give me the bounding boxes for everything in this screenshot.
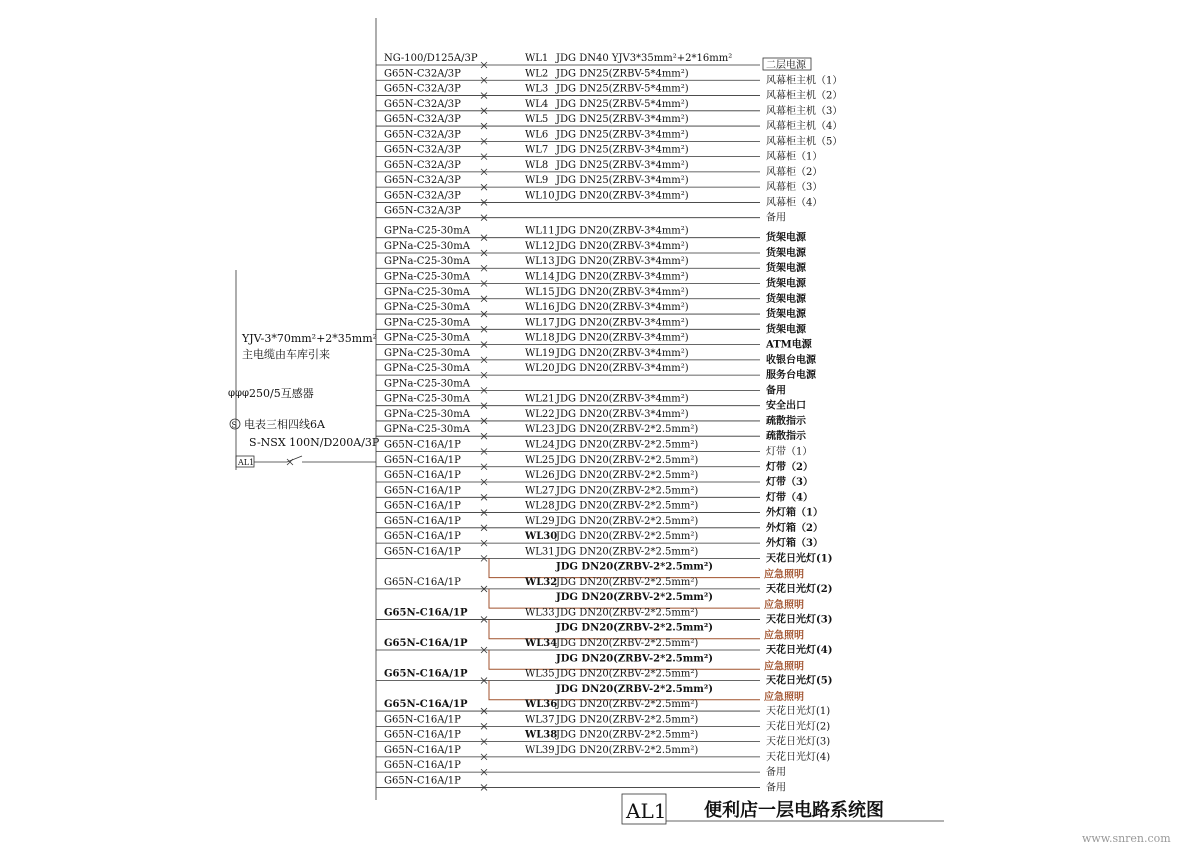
- transformer-label: 250/5互感器: [249, 387, 314, 400]
- breaker-label: GPNa-C25-30mA: [384, 347, 470, 359]
- breaker-label: GPNa-C25-30mA: [384, 256, 470, 268]
- breaker-label: G65N-C32A/3P: [384, 83, 461, 95]
- conduit-label: JDG DN20(ZRBV-3*4mm²): [556, 302, 689, 314]
- conduit-label: JDG DN20(ZRBV-2*2.5mm²): [556, 668, 699, 680]
- emergency-load-label: 应急照明: [764, 600, 804, 612]
- load-label: 安全出口: [766, 400, 806, 412]
- conduit-label: JDG DN20(ZRBV-2*2.5mm²): [556, 699, 699, 711]
- conduit-label: JDG DN20(ZRBV-2*2.5mm²): [556, 485, 699, 497]
- wl-label: WL1: [525, 53, 549, 64]
- load-label: 风幕柜（4）: [766, 197, 823, 209]
- breaker-label: G65N-C16A/1P: [384, 546, 461, 558]
- load-label: 二层电源: [766, 60, 806, 71]
- breaker-label: G65N-C16A/1P: [384, 454, 461, 466]
- load-label: 灯带（2）: [766, 461, 813, 473]
- load-label: 风幕柜主机（4）: [766, 121, 843, 133]
- load-label: 货架电源: [766, 324, 806, 336]
- emergency-load-label: 应急照明: [764, 661, 804, 673]
- emergency-load-label: 应急照明: [764, 630, 804, 642]
- conduit-label: JDG DN20(ZRBV-2*2.5mm²): [556, 439, 699, 451]
- conduit-label: JDG DN20(ZRBV-2*2.5mm²): [556, 683, 713, 695]
- conduit-label: JDG DN20(ZRBV-2*2.5mm²): [556, 561, 713, 573]
- conduit-label: JDG DN20(ZRBV-3*4mm²): [556, 332, 689, 344]
- breaker-label: GPNa-C25-30mA: [384, 424, 470, 436]
- load-label: 收银台电源: [766, 354, 816, 366]
- breaker-label: GPNa-C25-30mA: [384, 271, 470, 283]
- conduit-label: JDG DN20(ZRBV-3*4mm²): [556, 393, 689, 405]
- breaker-label: G65N-C32A/3P: [384, 114, 461, 126]
- breaker-label: NG-100/D125A/3P: [384, 53, 478, 64]
- load-label: 风幕柜主机（2）: [766, 90, 843, 102]
- wl-label: WL35: [525, 668, 555, 680]
- breaker-label: G65N-C32A/3P: [384, 190, 461, 202]
- load-label: 天花日光灯(1): [766, 706, 831, 718]
- conduit-label: JDG DN20(ZRBV-2*2.5mm²): [556, 653, 713, 665]
- conduit-label: JDG DN25(ZRBV-3*4mm²): [556, 144, 689, 156]
- load-label: 天花日光灯(3): [766, 736, 831, 748]
- load-label: 备用: [766, 385, 786, 397]
- conduit-label: JDG DN20(ZRBV-2*2.5mm²): [556, 622, 713, 634]
- wl-label: WL37: [525, 714, 555, 726]
- wl-label: WL31: [525, 546, 555, 558]
- watermark: www.snren.com: [1082, 832, 1171, 845]
- wl-label: WL28: [525, 500, 555, 512]
- load-label: 风幕柜（3）: [766, 182, 823, 194]
- wl-label: WL2: [525, 68, 549, 80]
- conduit-label: JDG DN20(ZRBV-3*4mm²): [556, 317, 689, 329]
- conduit-label: JDG DN25(ZRBV-3*4mm²): [556, 114, 689, 126]
- load-label: 货架电源: [766, 309, 806, 321]
- load-label: 风幕柜主机（5）: [766, 136, 843, 148]
- load-label: 疏散指示: [766, 415, 806, 427]
- meter-symbol: S: [231, 420, 237, 430]
- breaker-label: G65N-C32A/3P: [384, 98, 461, 110]
- load-label: 备用: [766, 212, 786, 224]
- wl-label: WL18: [525, 332, 555, 344]
- conduit-label: JDG DN20(ZRBV-2*2.5mm²): [556, 470, 699, 482]
- conduit-label: JDG DN20(ZRBV-3*4mm²): [556, 408, 689, 420]
- meter-label: 电表三相四线6A: [244, 418, 325, 431]
- load-label: 风幕柜主机（1）: [766, 75, 843, 87]
- load-label: 天花日光灯(1): [766, 553, 833, 565]
- wl-label: WL5: [525, 114, 549, 126]
- load-label: 疏散指示: [766, 431, 806, 443]
- wl-label: WL38: [525, 729, 558, 741]
- breaker-label: G65N-C32A/3P: [384, 68, 461, 80]
- wl-label: WL9: [525, 175, 549, 187]
- wl-label: WL24: [525, 439, 555, 451]
- wl-label: WL25: [525, 454, 555, 466]
- conduit-label: JDG DN20(ZRBV-2*2.5mm²): [556, 714, 699, 726]
- conduit-label: JDG DN20(ZRBV-2*2.5mm²): [556, 454, 699, 466]
- conduit-label: JDG DN20(ZRBV-3*4mm²): [556, 363, 689, 375]
- conduit-label: JDG DN20(ZRBV-3*4mm²): [556, 240, 689, 252]
- breaker-label: G65N-C32A/3P: [384, 205, 461, 217]
- breaker-label: GPNa-C25-30mA: [384, 332, 470, 344]
- conduit-label: JDG DN25(ZRBV-5*4mm²): [556, 68, 689, 80]
- conduit-label: JDG DN20(ZRBV-2*2.5mm²): [556, 607, 699, 619]
- load-label: 备用: [766, 767, 786, 779]
- wl-label: WL10: [525, 190, 555, 202]
- wl-label: WL36: [525, 699, 558, 711]
- load-label: 风幕柜主机（3）: [766, 105, 843, 117]
- wl-label: WL14: [525, 271, 555, 283]
- wl-label: WL17: [525, 317, 555, 329]
- wl-label: WL33: [525, 607, 555, 619]
- wl-label: WL8: [525, 159, 549, 171]
- breaker-label: G65N-C16A/1P: [384, 714, 461, 726]
- breaker-label: G65N-C16A/1P: [384, 531, 461, 543]
- feeder-section: [228, 270, 380, 470]
- conduit-label: JDG DN25(ZRBV-3*4mm²): [556, 159, 689, 171]
- load-label: 天花日光灯(4): [766, 751, 831, 763]
- breaker-label: G65N-C16A/1P: [384, 668, 468, 680]
- load-label: 服务台电源: [766, 370, 816, 382]
- title-panel: AL1: [626, 799, 667, 823]
- conduit-label: JDG DN20(ZRBV-2*2.5mm²): [556, 515, 699, 527]
- breaker-label: GPNa-C25-30mA: [384, 378, 470, 390]
- breaker-label: G65N-C32A/3P: [384, 129, 461, 141]
- conduit-label: JDG DN25(ZRBV-3*4mm²): [556, 129, 689, 141]
- load-label: 灯带（1）: [766, 446, 813, 458]
- load-label: 货架电源: [766, 232, 806, 244]
- load-label: 货架电源: [766, 247, 806, 259]
- load-label: 外灯箱（3）: [766, 538, 823, 550]
- conduit-label: JDG DN20(ZRBV-3*4mm²): [556, 271, 689, 283]
- wl-label: WL32: [525, 576, 558, 588]
- load-label: 天花日光灯(2): [766, 583, 833, 595]
- wl-label: WL16: [525, 302, 555, 314]
- conduit-label: JDG DN20(ZRBV-2*2.5mm²): [556, 546, 699, 558]
- wl-label: WL39: [525, 744, 555, 756]
- wl-label: WL22: [525, 408, 555, 420]
- conduit-label: JDG DN20(ZRBV-3*4mm²): [556, 286, 689, 298]
- wl-label: WL19: [525, 347, 555, 359]
- breaker-label: G65N-C16A/1P: [384, 744, 461, 756]
- conduit-label: JDG DN25(ZRBV-3*4mm²): [556, 175, 689, 187]
- wl-label: WL27: [525, 485, 555, 497]
- load-label: 风幕柜（2）: [766, 166, 823, 178]
- breaker-label: G65N-C16A/1P: [384, 607, 468, 619]
- conduit-label: JDG DN20(ZRBV-2*2.5mm²): [556, 531, 699, 543]
- breaker-label: GPNa-C25-30mA: [384, 363, 470, 375]
- load-label: 灯带（3）: [766, 477, 813, 489]
- breaker-label: G65N-C16A/1P: [384, 760, 461, 772]
- main-cable-note: 主电缆由车库引来: [242, 348, 330, 361]
- circuit-row: [376, 775, 786, 793]
- load-label: 天花日光灯(3): [766, 614, 833, 626]
- wl-label: WL30: [525, 531, 558, 543]
- wl-label: WL4: [525, 98, 549, 110]
- title-name: 便利店一层电路系统图: [704, 800, 884, 821]
- wl-label: WL29: [525, 515, 555, 527]
- circuit-row: [376, 206, 786, 224]
- emergency-load-label: 应急照明: [764, 569, 804, 581]
- title-block: [622, 794, 944, 824]
- breaker-label: GPNa-C25-30mA: [384, 240, 470, 252]
- panel-tag: AL1: [238, 458, 255, 467]
- breaker-label: GPNa-C25-30mA: [384, 317, 470, 329]
- wl-label: WL26: [525, 470, 555, 482]
- load-label: 货架电源: [766, 278, 806, 290]
- breaker-label: GPNa-C25-30mA: [384, 286, 470, 298]
- breaker-label: G65N-C16A/1P: [384, 439, 461, 451]
- conduit-label: JDG DN20(ZRBV-2*2.5mm²): [556, 500, 699, 512]
- breaker-label: G65N-C16A/1P: [384, 515, 461, 527]
- breaker-label: G65N-C16A/1P: [384, 729, 461, 741]
- load-label: 天花日光灯(5): [766, 675, 833, 687]
- load-label: 外灯箱（2）: [766, 522, 823, 534]
- conduit-label: JDG DN20(ZRBV-2*2.5mm²): [556, 576, 699, 588]
- conduit-label: JDG DN20(ZRBV-2*2.5mm²): [556, 424, 699, 436]
- breaker-label: G65N-C16A/1P: [384, 470, 461, 482]
- conduit-label: JDG DN20(ZRBV-2*2.5mm²): [556, 744, 699, 756]
- conduit-label: JDG DN40 YJV3*35mm²+2*16mm²: [556, 53, 733, 64]
- circuit-rows: [376, 53, 842, 793]
- wl-label: WL23: [525, 424, 555, 436]
- load-label: 货架电源: [766, 263, 806, 275]
- breaker-label: G65N-C16A/1P: [384, 500, 461, 512]
- load-label: 货架电源: [766, 293, 806, 305]
- main-cable-label: YJV-3*70mm²+2*35mm²: [242, 332, 378, 345]
- wl-label: WL34: [525, 637, 558, 649]
- breaker-label: G65N-C16A/1P: [384, 775, 461, 787]
- breaker-label: GPNa-C25-30mA: [384, 393, 470, 405]
- conduit-label: JDG DN20(ZRBV-2*2.5mm²): [556, 592, 713, 604]
- conduit-label: JDG DN25(ZRBV-5*4mm²): [556, 98, 689, 110]
- breaker-label: G65N-C32A/3P: [384, 144, 461, 156]
- load-label: 风幕柜（1）: [766, 151, 823, 163]
- wl-label: WL20: [525, 363, 555, 375]
- wl-label: WL11: [525, 225, 555, 237]
- main-breaker-label: S-NSX 100N/D200A/3P: [249, 436, 380, 449]
- breaker-label: G65N-C32A/3P: [384, 175, 461, 187]
- load-label: 外灯箱（1）: [766, 507, 823, 519]
- wl-label: WL13: [525, 256, 555, 268]
- breaker-label: G65N-C16A/1P: [384, 637, 468, 649]
- wl-label: WL6: [525, 129, 549, 141]
- breaker-label: G65N-C16A/1P: [384, 699, 468, 711]
- breaker-label: GPNa-C25-30mA: [384, 408, 470, 420]
- breaker-label: G65N-C16A/1P: [384, 576, 461, 588]
- wl-label: WL15: [525, 286, 555, 298]
- wl-label: WL12: [525, 240, 555, 252]
- conduit-label: JDG DN20(ZRBV-2*2.5mm²): [556, 637, 699, 649]
- conduit-label: JDG DN25(ZRBV-5*4mm²): [556, 83, 689, 95]
- transformer-symbol: φφφ: [228, 388, 250, 399]
- breaker-label: G65N-C32A/3P: [384, 159, 461, 171]
- load-label: 天花日光灯(4): [766, 644, 833, 656]
- conduit-label: JDG DN20(ZRBV-3*4mm²): [556, 347, 689, 359]
- wl-label: WL3: [525, 83, 549, 95]
- load-label: 灯带（4）: [766, 492, 813, 504]
- wl-label: WL7: [525, 144, 549, 156]
- load-label: 备用: [766, 782, 786, 794]
- load-label: ATM电源: [766, 339, 812, 351]
- load-label: 天花日光灯(2): [766, 721, 831, 733]
- conduit-label: JDG DN20(ZRBV-3*4mm²): [556, 256, 689, 268]
- conduit-label: JDG DN20(ZRBV-3*4mm²): [556, 190, 689, 202]
- wl-label: WL21: [525, 393, 555, 405]
- conduit-label: JDG DN20(ZRBV-3*4mm²): [556, 225, 689, 237]
- conduit-label: JDG DN20(ZRBV-2*2.5mm²): [556, 729, 699, 741]
- emergency-load-label: 应急照明: [764, 691, 804, 703]
- breaker-label: G65N-C16A/1P: [384, 485, 461, 497]
- breaker-label: GPNa-C25-30mA: [384, 302, 470, 314]
- breaker-label: GPNa-C25-30mA: [384, 225, 470, 237]
